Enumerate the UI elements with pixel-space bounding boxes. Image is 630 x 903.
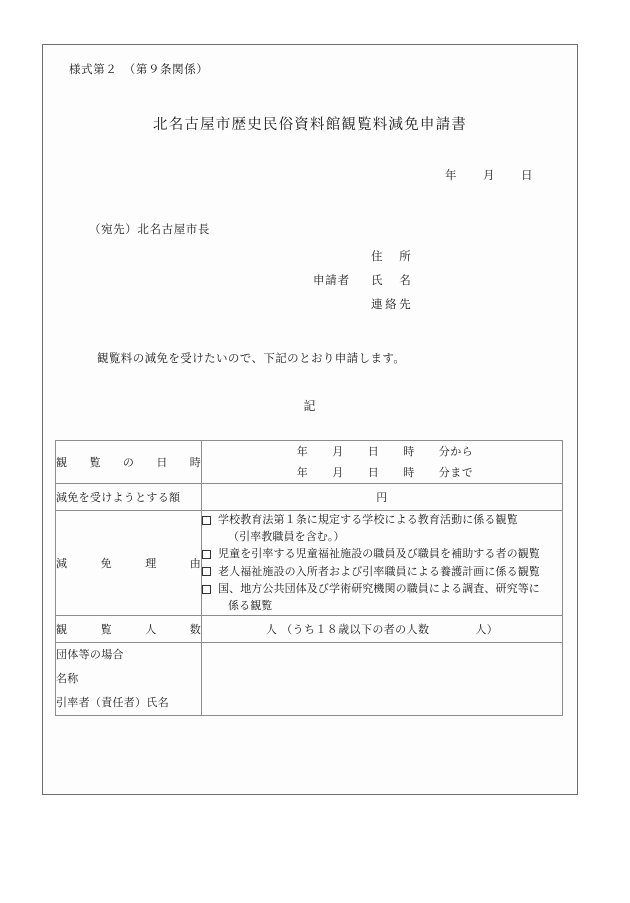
label-visitor-count: 観覧人数 xyxy=(56,616,202,643)
from-month-label: 月 xyxy=(332,445,344,458)
checkbox-icon[interactable] xyxy=(202,585,211,594)
group-leader-label: 引率者（責任者）氏名 xyxy=(56,696,169,709)
reason-option-4-text: 国、地方公共団体及び学術研究機関の職員による調査、研究等に xyxy=(218,582,540,595)
from-hour-label: 時 xyxy=(403,445,415,458)
to-year-label: 年 xyxy=(296,466,309,479)
datetime-from-line xyxy=(202,441,562,462)
to-day-label: 日 xyxy=(367,466,380,479)
form-page-inner xyxy=(43,45,577,794)
label-reduction-amount: 減免を受けようとする額 xyxy=(56,484,202,511)
applicant-name-row xyxy=(313,272,413,296)
visitor-note-unit: 人） xyxy=(475,623,499,636)
checkbox-icon[interactable] xyxy=(202,516,211,525)
table-row-visitors xyxy=(56,616,563,643)
reason-option-1[interactable] xyxy=(202,512,562,545)
applicant-contact-label: 連絡先 xyxy=(371,297,414,311)
group-name-label: 名称 xyxy=(56,672,79,685)
page-title: 北名古屋市歴史民俗資料館観覧料減免申請書 xyxy=(153,117,467,133)
application-details-table xyxy=(55,440,563,716)
from-minute-suffix: 分から xyxy=(438,445,474,458)
reason-option-1-sub: （引率教職員を含む。） xyxy=(228,529,345,543)
table-row-reason xyxy=(56,511,563,616)
applicant-contact-row xyxy=(313,296,413,320)
reason-option-2-text: 児童を引率する児童福祉施設の職員及び職員を補助する者の観覧 xyxy=(218,547,540,560)
table-row-datetime xyxy=(56,441,563,484)
addressee: （宛先）北名古屋市長 xyxy=(89,222,210,236)
reason-option-4-label xyxy=(218,581,540,614)
applicant-tag: 申請者 xyxy=(313,273,350,287)
to-minute-suffix: 分まで xyxy=(438,466,474,479)
date-year-label: 年 xyxy=(445,168,457,182)
ki-mark: 記 xyxy=(303,399,317,413)
visitor-unit-label: 人 xyxy=(265,623,278,636)
group-case-label: 団体等の場合 xyxy=(56,648,124,661)
applicant-name-label: 氏 名 xyxy=(371,273,414,287)
to-hour-label: 時 xyxy=(403,466,415,479)
amount-unit-label: 円 xyxy=(376,491,388,504)
date-month-label: 月 xyxy=(483,168,495,182)
submission-date-line xyxy=(445,167,533,183)
label-viewing-datetime: 観覧の日時 xyxy=(56,441,202,484)
reason-option-2-label xyxy=(218,546,540,563)
checkbox-icon[interactable] xyxy=(202,567,211,576)
field-reduction-reason xyxy=(202,511,563,616)
to-month-label: 月 xyxy=(332,466,344,479)
applicant-block xyxy=(313,248,413,320)
label-reduction-reason: 減免理由 xyxy=(56,511,202,616)
label-group-info xyxy=(56,643,202,716)
applicant-address-row xyxy=(313,248,413,272)
table-row-group xyxy=(56,643,563,716)
reason-option-1-text: 学校教育法第１条に規定する学校による教育活動に係る観覧 xyxy=(218,513,518,526)
request-statement: 観覧料の減免を受けたいので、下記のとおり申請します。 xyxy=(97,351,406,365)
reason-option-1-label xyxy=(218,512,518,545)
date-day-label: 日 xyxy=(521,168,533,182)
reason-option-3[interactable] xyxy=(202,564,562,581)
form-number: 様式第２ （第９条関係） xyxy=(69,62,209,76)
from-day-label: 日 xyxy=(367,445,380,458)
visitor-note-open: （うち１８歳以下の者の人数 xyxy=(281,623,430,636)
reason-option-2[interactable] xyxy=(202,546,562,563)
form-page-sheet xyxy=(42,44,578,795)
reason-option-3-label xyxy=(218,564,540,581)
datetime-to-line xyxy=(202,462,562,483)
field-visitor-count[interactable] xyxy=(202,616,563,643)
reason-option-4-sub: 係る観覧 xyxy=(228,598,273,612)
reason-option-4[interactable] xyxy=(202,581,562,614)
applicant-address-label: 住 所 xyxy=(371,249,414,263)
from-year-label: 年 xyxy=(296,445,309,458)
table-row-amount xyxy=(56,484,563,511)
field-group-info[interactable] xyxy=(202,643,563,716)
field-reduction-amount[interactable] xyxy=(202,484,563,511)
checkbox-icon[interactable] xyxy=(202,550,211,559)
field-viewing-datetime[interactable] xyxy=(202,441,563,484)
reason-option-3-text: 老人福祉施設の入所者および引率職員による養護計画に係る観覧 xyxy=(218,564,540,578)
